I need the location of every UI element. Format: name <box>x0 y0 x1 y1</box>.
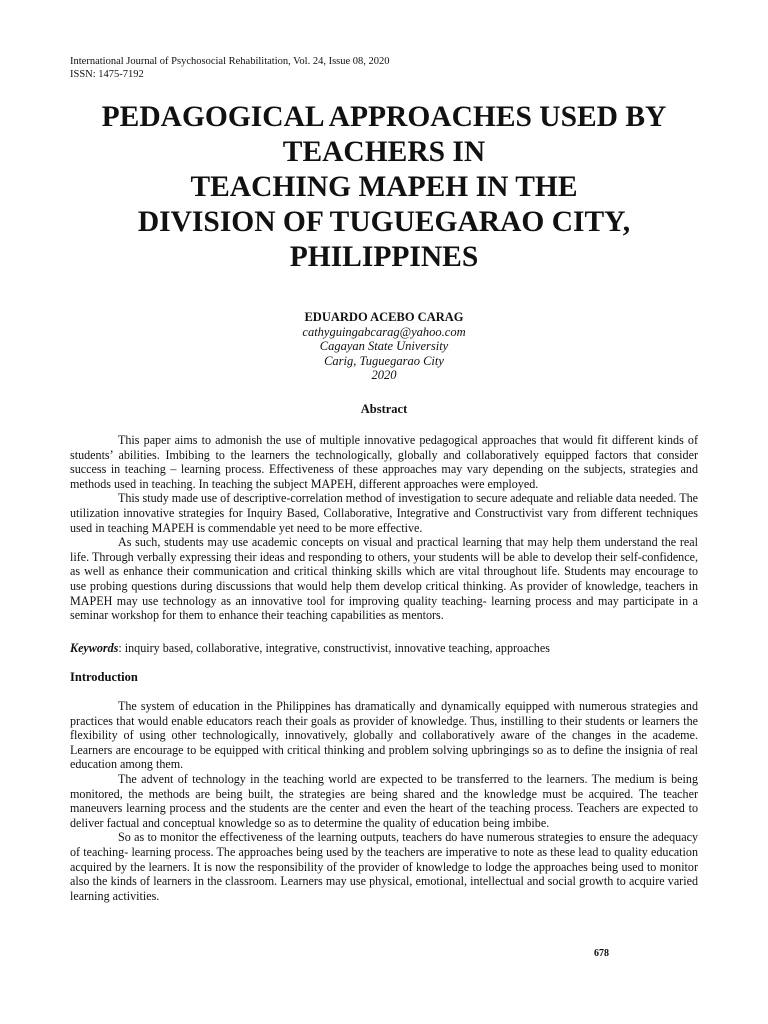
introduction-body <box>70 699 698 903</box>
abstract-paragraph: As such, students may use academic concepts on visual and practical learning that may help them understand the real life. Through verbally expressing their ideas and responding to others, your students will be able to develop their self-confidence, as well as enhance their communication and critical thinking skills which are vital throughout life. Students may encourage to use probing questions during discussions that would help them develop critical thinking. As provider of knowledge, teachers in MAPEH may use technology as an innovative tool for improving quality teaching- learning process and may participate in a seminar workshop for them to enhance their teaching capabilities as mentors. <box>70 535 698 623</box>
introduction-paragraph: So as to monitor the effectiveness of the learning outputs, teachers do have numerous strategies to ensure the adequacy of teaching- learning process. The approaches being used by the teachers are imperative to note as these lead to quality education acquired by the learners. It is now the responsibility of the provider of knowledge to lodge the approaches being used to monitor also the kinds of learners in the classroom. Learners may use physical, emotional, intellectual and social growth to acquire varied learning activities. <box>70 830 698 903</box>
paper-title <box>40 100 728 275</box>
journal-header <box>70 55 390 81</box>
author-location: Carig, Tuguegarao City <box>324 353 444 368</box>
title-line: PEDAGOGICAL APPROACHES USED BY <box>101 101 667 133</box>
page-number: 678 <box>594 948 609 959</box>
author-email[interactable]: cathyguingabcarag@yahoo.com <box>302 324 466 339</box>
keywords-label: Keywords <box>70 641 119 655</box>
title-line: TEACHERS IN <box>282 136 486 168</box>
introduction-paragraph: The advent of technology in the teaching world are expected to be transferred to the learners. The medium is being monitored, the methods are being built, the strategies are being shared and the knowledge must be acquired. The teacher maneuvers learning process and the students are the center and even the heart of the teaching process. Teachers are expected to deliver factual and conceptual knowledge so as to determine the quality of education being imbibe. <box>70 771 698 830</box>
author-block <box>0 310 768 383</box>
keywords-text: : inquiry based, collaborative, integrative, constructivist, innovative teaching, approaches <box>118 641 550 655</box>
keywords-line <box>70 641 698 656</box>
introduction-heading: Introduction <box>70 670 138 684</box>
title-line: DIVISION OF TUGUEGARAO CITY, <box>137 206 631 238</box>
introduction-paragraph: The system of education in the Philippines has dramatically and dynamically equipped with numerous strategies and practices that would enable educators reach their goals as provider of knowledge. Thus, instilling to their students or learners the flexibility of using other technologically, innovatively, globally and collaboratively aware of the changes in the academe. Learners are encourage to be equipped with critical thinking and problem solving upbringings so as to define the insignia of real education among them. <box>70 699 698 772</box>
publication-year: 2020 <box>371 368 397 383</box>
title-line: TEACHING MAPEH IN THE <box>190 171 578 203</box>
abstract-paragraph: This paper aims to admonish the use of multiple innovative pedagogical approaches that would fit different kinds of students’ abilities. Imbibing to the learners the technologically, globally and collaboratively equipped factors that consider success in teaching – learning process. Effectiveness of these approaches may vary depending on the subjects, strategies and methods used in teaching. In teaching the subject MAPEH, different approaches were employed. <box>70 433 698 491</box>
title-line: PHILIPPINES <box>289 241 479 273</box>
journal-citation: International Journal of Psychosocial Rehabilitation, Vol. 24, Issue 08, 2020 <box>70 56 390 67</box>
issn: ISSN: 1475-7192 <box>70 69 144 80</box>
abstract-heading: Abstract <box>360 402 408 416</box>
author-name: EDUARDO ACEBO CARAG <box>304 310 464 324</box>
abstract-body <box>70 433 698 623</box>
abstract-paragraph: This study made use of descriptive-correlation method of investigation to secure adequate and reliable data needed. The utilization innovative strategies for Inquiry Based, Collaborative, Integrative and Constructivist vary from different techniques used in teaching MAPEH is commendable yet need to be more effective. <box>70 491 698 535</box>
author-affiliation: Cagayan State University <box>319 339 449 354</box>
